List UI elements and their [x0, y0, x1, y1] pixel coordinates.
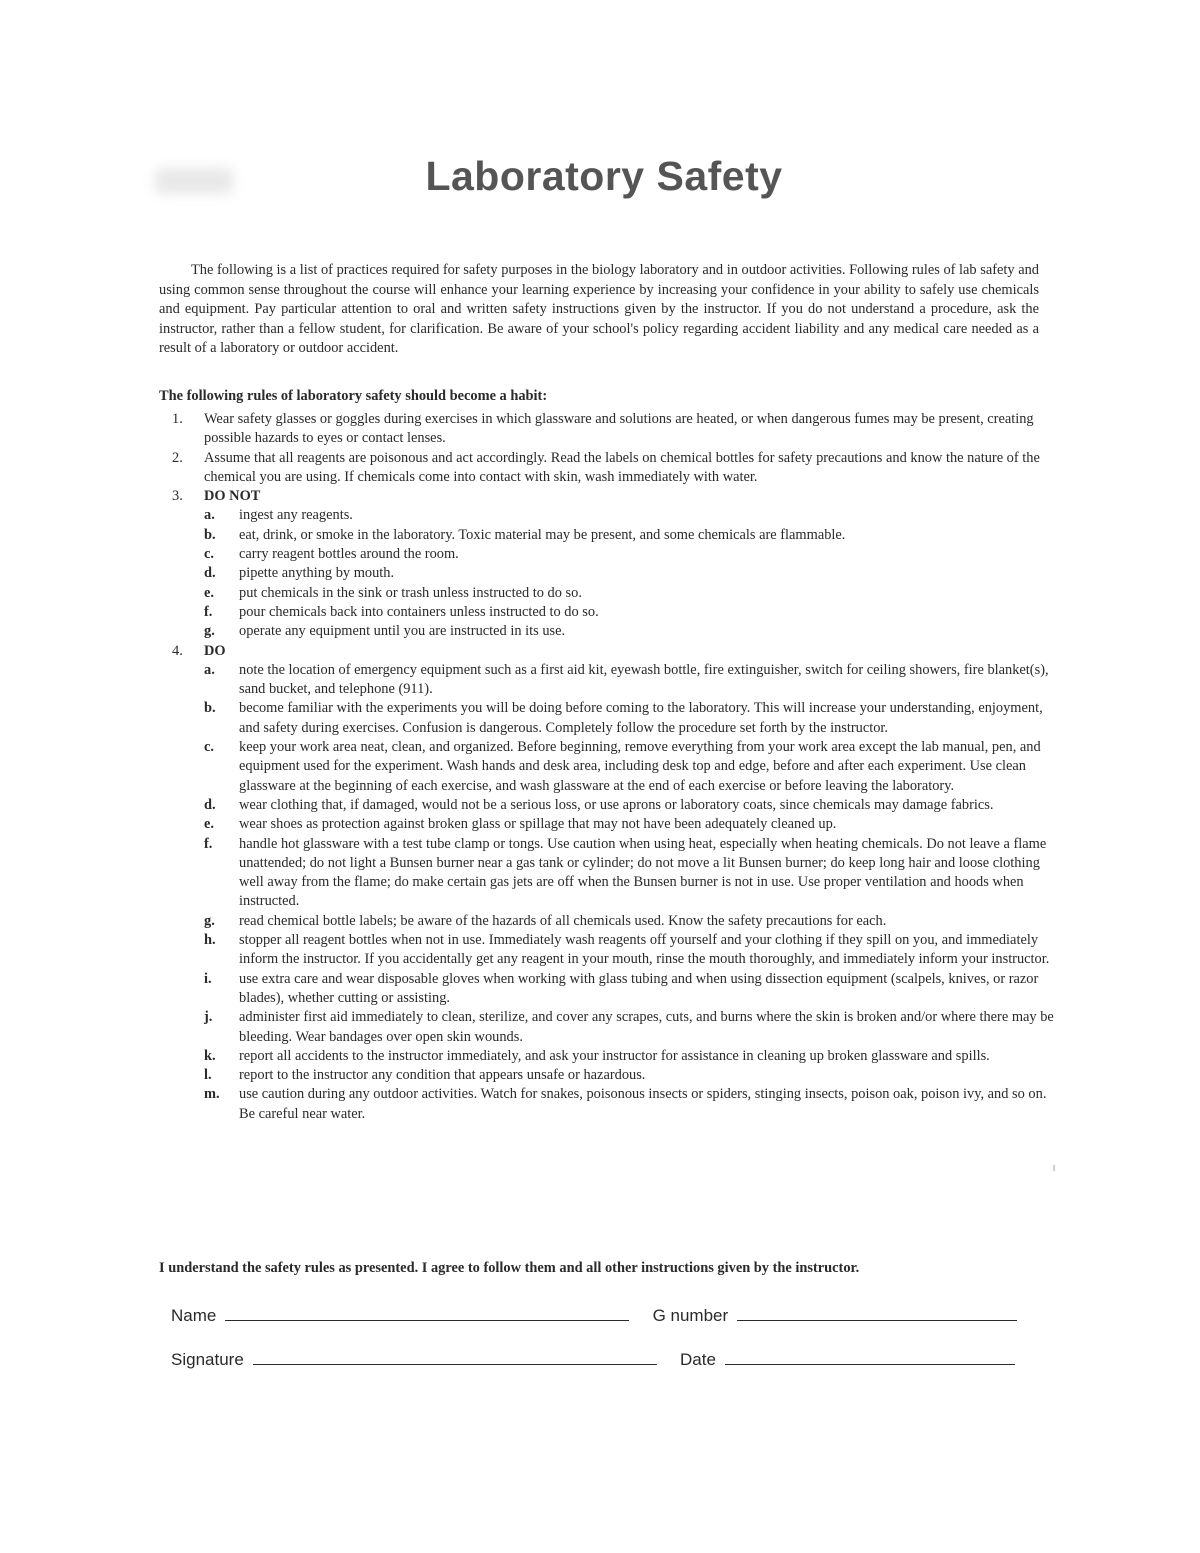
do-item — [159, 1008, 1059, 1047]
rules-heading: The following rules of laboratory safety should become a habit: — [159, 388, 548, 404]
do-item — [159, 835, 1059, 912]
item-letter: a. — [204, 661, 215, 678]
item-letter: l. — [204, 1067, 212, 1084]
form-row-signature — [171, 1350, 1015, 1370]
item-letter: j. — [204, 1009, 213, 1026]
rule-text: Wear safety glasses or goggles during exercises in which glassware and solutions are heated, or when dangerous fumes may be present, creating possible hazards to eyes or contact lenses. — [204, 411, 1034, 447]
item-letter: e. — [204, 584, 214, 601]
do-heading: DO — [204, 642, 226, 659]
item-text: pour chemicals back into containers unless instructed to do so. — [239, 603, 599, 620]
signature-label: Signature — [171, 1350, 244, 1369]
do-not-item — [159, 545, 1059, 564]
rule-1 — [159, 410, 1059, 449]
rule-number: 1. — [172, 411, 183, 427]
do-not-item — [159, 506, 1059, 525]
rule-number: 4. — [172, 642, 183, 659]
item-letter: c. — [204, 739, 214, 756]
agreement-statement: I understand the safety rules as presented. I agree to follow them and all other instructions given by the instructor. — [159, 1260, 860, 1276]
item-text: put chemicals in the sink or trash unless instructed to do so. — [239, 584, 582, 601]
item-text: operate any equipment until you are instructed in its use. — [239, 623, 566, 640]
item-letter: c. — [204, 546, 214, 563]
do-not-item — [159, 564, 1059, 583]
item-letter: e. — [204, 816, 214, 833]
item-letter: d. — [204, 796, 216, 813]
do-not-item — [159, 622, 1059, 641]
do-not-item — [159, 584, 1059, 603]
item-letter: d. — [204, 565, 216, 582]
item-letter: a. — [204, 507, 215, 524]
item-text: eat, drink, or smoke in the laboratory. Toxic material may be present, and some chemicals are flammable. — [239, 526, 846, 543]
name-label: Name — [171, 1306, 217, 1325]
form-row-name — [171, 1306, 1017, 1326]
item-letter: h. — [204, 932, 216, 949]
do-not-heading: DO NOT — [204, 488, 261, 505]
name-field[interactable] — [225, 1306, 629, 1321]
intro-paragraph: The following is a list of practices required for safety purposes in the biology laboratory and in outdoor activities. Following rules of lab safety and using common sense throughout the course will enhance your learning experience by increasing your confidence in your ability to safely use chemicals and equipment. Pay particular attention to oral and written safety instructions given by the instructor. If you do not understand a procedure, ask the instructor, rather than a fellow student, for clarification. Be aware of your school's policy regarding accident liability and any medical care needed as a result of a laboratory or outdoor accident. — [159, 262, 1039, 357]
do-item — [159, 796, 1059, 815]
do-item — [159, 970, 1059, 1009]
do-item — [159, 1085, 1059, 1124]
item-letter: f. — [204, 835, 213, 852]
item-letter: g. — [204, 912, 215, 929]
item-text: carry reagent bottles around the room. — [239, 546, 459, 563]
item-letter: i. — [204, 970, 212, 987]
do-item — [159, 699, 1059, 738]
do-item — [159, 815, 1059, 834]
item-text: wear shoes as protection against broken glass or spillage that may not have been adequately cleaned up. — [239, 816, 837, 833]
item-letter: k. — [204, 1047, 216, 1064]
date-label: Date — [679, 1350, 716, 1369]
rule-2 — [159, 449, 1059, 488]
item-text: use caution during any outdoor activities. Watch for snakes, poisonous insects or spiders, stinging insects, poison oak, poison ivy, and so on. Be careful near water. — [239, 1086, 1047, 1122]
page-title: Laboratory Safety — [425, 153, 783, 199]
rule-number: 2. — [172, 449, 183, 466]
do-item — [159, 738, 1059, 796]
do-not-item — [159, 603, 1059, 622]
signature-field[interactable] — [253, 1350, 657, 1365]
do-not-item — [159, 526, 1059, 545]
item-text: note the location of emergency equipment such as a first aid kit, eyewash bottle, fire extinguisher, switch for ceiling showers, fire blanket(s), sand bucket, and telephone (911). — [239, 661, 1049, 698]
item-text: keep your work area neat, clean, and organized. Before beginning, remove everything from your work area except the lab manual, pen, and equipment used for the experiment. Wash hands and desk area, including desk top and edge, before and after each experiment. Use clean glassware at the beginning of each exercise, and wash glassware at the end of each exercise or before leaving the laboratory. — [239, 739, 1041, 794]
item-text: report all accidents to the instructor immediately, and ask your instructor for assistance in cleaning up broken glassware and spills. — [239, 1047, 990, 1064]
rules-list — [159, 410, 1059, 1124]
item-text: use extra care and wear disposable gloves when working with glass tubing and when using dissection equipment (scalpels, knives, or razor blades), whether cutting or assisting. — [239, 970, 1039, 1006]
item-letter: b. — [204, 700, 216, 717]
item-letter: f. — [204, 603, 213, 620]
item-letter: g. — [204, 623, 215, 640]
item-text: ingest any reagents. — [239, 507, 353, 524]
scan-artifact — [1053, 1165, 1055, 1171]
rule-text: Assume that all reagents are poisonous and act accordingly. Read the labels on chemical bottles for safety precautions and know the nature of the chemical you are using. If chemicals come into contact with skin, wash immediately with water. — [204, 449, 1040, 485]
do-item — [159, 1047, 1059, 1066]
item-text: report to the instructor any condition that appears unsafe or hazardous. — [239, 1067, 646, 1084]
item-text: administer first aid immediately to clean, sterilize, and cover any scrapes, cuts, and burns where the skin is broken and/or where there may be bleeding. Wear bandages over open skin wounds. — [239, 1009, 1054, 1045]
item-letter: m. — [204, 1086, 220, 1103]
do-item — [159, 931, 1059, 970]
rule-number: 3. — [172, 488, 183, 505]
gnumber-field[interactable] — [737, 1306, 1017, 1321]
date-field[interactable] — [725, 1350, 1015, 1365]
do-item — [159, 661, 1059, 700]
item-letter: b. — [204, 526, 216, 543]
item-text: handle hot glassware with a test tube clamp or tongs. Use caution when using heat, especially when heating chemicals. Do not leave a flame unattended; do not light a Bunsen burner near a gas tank or cylinder; do not move a lit Bunsen burner; do keep long hair and loose clothing well away from the flame; do make certain gas jets are off when the Bunsen burner is not in use. Use proper ventilation and hoods when instructed. — [239, 835, 1047, 910]
item-text: pipette anything by mouth. — [239, 565, 395, 582]
do-item — [159, 1066, 1059, 1085]
item-text: wear clothing that, if damaged, would not be a serious loss, or use aprons or laboratory coats, since chemicals may damage fabrics. — [239, 796, 994, 813]
item-text: become familiar with the experiments you will be doing before coming to the laboratory. This will increase your understanding, enjoyment, and safety during exercises. Confusion is dangerous. Completely follow the procedure set forth by the instructor. — [239, 700, 1043, 736]
item-text: read chemical bottle labels; be aware of the hazards of all chemicals used. Know the safety precautions for each. — [239, 912, 887, 929]
gnumber-label: G number — [652, 1306, 729, 1325]
item-text: stopper all reagent bottles when not in use. Immediately wash reagents off yourself and your clothing if they spill on you, and immediately inform the instructor. If you accidentally get any reagent in your mouth, rinse the mouth thoroughly, and immediately inform your instructor. — [239, 932, 1050, 968]
rule-3 — [159, 487, 1059, 506]
rule-4 — [159, 642, 1059, 661]
do-item — [159, 912, 1059, 931]
